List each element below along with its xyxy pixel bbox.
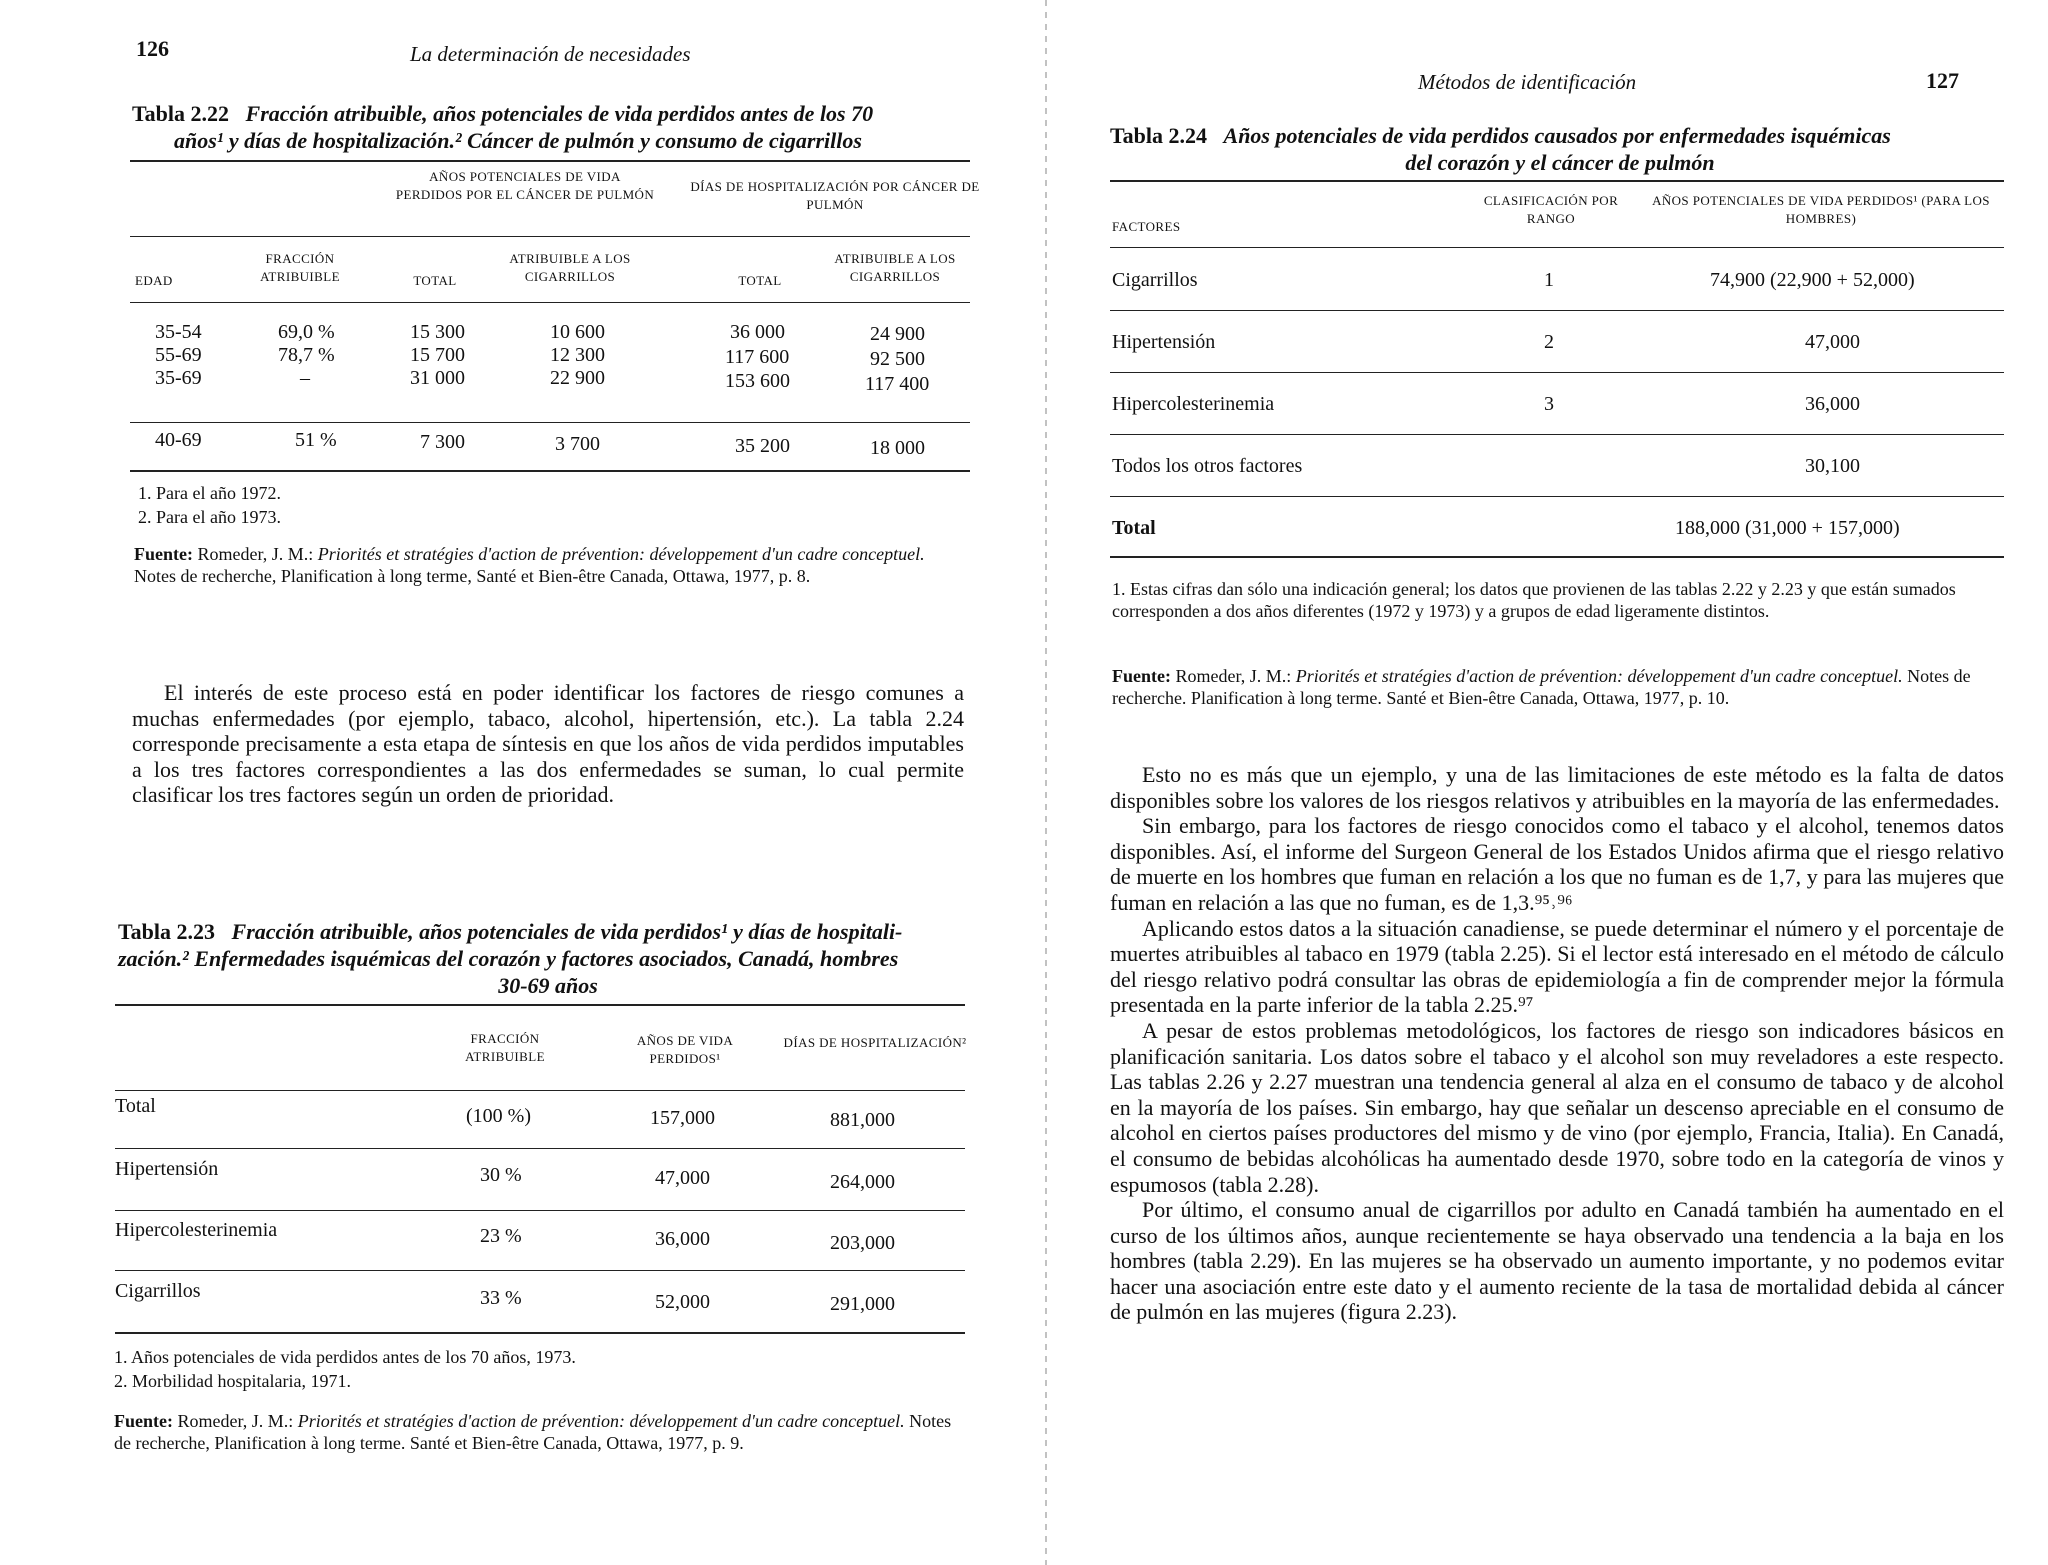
footnote: 2. Para el año 1973.: [138, 507, 281, 527]
table-224-caption: Tabla 2.24 Años potenciales de vida perdidos causados por enfermedades isquémicas del corazón y el cáncer de pulmón: [1110, 123, 1891, 175]
body-paragraph: El interés de este proceso está en poder identificar los factores de riesgo comunes a muchas enfermedades (por ejemplo, tabaco, alcohol, hipertensión, etc.). La tabla 2.24 corresponde precisamente a esta etapa de síntesis en que los años de vida perdidos imputables a los tres factores correspondientes a las dos enfermedades se suman, lo cual permite clasificar los tres factores según un orden de prioridad.: [132, 680, 964, 808]
page-number: 126: [136, 36, 169, 61]
page-number: 127: [1926, 68, 1959, 93]
table-rule: [115, 1332, 965, 1334]
table-source: Fuente: Romeder, J. M.: Priorités et stratégies d'action de prévention: développement d'un cadre conceptuel. Notes de recherche, Planification à long terme. Santé et Bien-être Canada, Ottawa, 1977, p. 9.: [114, 1411, 952, 1453]
column-group-header: AÑOS POTENCIALES DE VIDA PERDIDOS POR EL CÁNCER DE PULMÓN: [395, 169, 655, 202]
right-page: Métodos de identificación 127 Tabla 2.24 Años potenciales de vida perdidos causados por enfermedades isquémicas del corazón y el cáncer de pulmón FACTORES CLASIFICACIÓN POR RANGO AÑOS POTENCIALES DE VIDA PERDIDOS¹ (PARA LOS HOMBRES) Cigarrillos 1 74,900 (22,900 + 52,000) Hipertensión 2 47,000 Hipercolesterinemia 3 36,000 Todos los otros factores 30,100 Total 188,000 (31,000 + 157,000) 1. Estas cifras dan sólo una indicación general; los datos que provienen de las tablas 2.22 y 2.23 y que están sumados corresponden a dos años diferentes (1972 y 1973) y a grupos de edad ligeramente distintos. Fuente: Romeder, J. M.: Priorités et stratégies d'action de prévention: développement d'un cadre conceptuel. Notes de recherche. Planification à long terme. Santé et Bien-être Canada, Ottawa, 1977, p. 10. Esto no es más que un ejemplo, y una de las limitaciones de este método es la falta de datos disponibles sobre los valores de los riesgos relativos y atribuibles en la mayoría de las enfermedades. Sin embargo, para los factores de riesgo conocidos como el tabaco y el alcohol, tenemos datos disponibles. Así, el informe del Surgeon General de los Estados Unidos afirma que el riesgo relativo de muerte en los hombres que fuman en relación a los que no fuman es de 1,7, y para las mujeres que fuman en relación a las que no fuman, es de 1,3.⁹⁵˒⁹⁶ Aplicando estos datos a la situación canadiense, se puede determinar el número y el porcentaje de muertes atribuibles al tabaco en 1979 (tabla 2.25). Si el lector está interesado en el método de cálculo del riesgo relativo podrá consultar las obras de epidemiología a fin de comprender mejor la fórmula presentada en la parte inferior de la tabla 2.25.⁹⁷ A pesar de estos problemas metodológicos, los factores de riesgo son indicadores básicos en planificación sanitaria. Los datos sobre el tabaco y el alcohol son muy reveladores a este respecto. Las tablas 2.26 y 2.27 muestran una tendencia general al alza en el consumo de tabaco y de alcohol en la mayoría de los países. Sin embargo, hay que señalar un descenso apreciable en el consumo de alcohol en ciertos países productores del mismo y de vino (por ejemplo, Francia, Italia). En Canadá, el consumo de bebidas alcohólicas ha aumentado desde 1970, sobre todo en la categoría de vinos y espumosos (tabla 2.28). Por último, el consumo anual de cigarrillos por adulto en Canadá también ha aumentado en el curso de los últimos años, aunque recientemente se haya observado una tendencia a la baja en los hombres (tabla 2.29). En las mujeres se ha observado un aumento importante, y no podemos evitar hacer una asociación entre este dato y el aumento reciente de la tasa de mortalidad debida al cáncer de pulmón en las mujeres (figura 2.23).: [1048, 0, 2048, 1565]
body-paragraph: Por último, el consumo anual de cigarrillos por adulto en Canadá también ha aumentado en el curso de los últimos años, aunque recientemente se haya observado una tendencia a la baja en los hombres (tabla 2.29). En las mujeres se ha observado un aumento importante, y no podemos evitar hacer una asociación entre este dato y el aumento reciente de la tasa de mortalidad debida al cáncer de pulmón en las mujeres (figura 2.23).: [1110, 1197, 2004, 1325]
column-header: CLASIFICACIÓN POR RANGO: [1483, 193, 1619, 226]
table-223-caption: Tabla 2.23 Fracción atribuible, años potenciales de vida perdidos¹ y días de hospitali- zación.² Enfermedades isquémicas del corazón y factores asociados, Canadá, hombres 30-69 años: [118, 919, 903, 998]
table-rule: [130, 302, 970, 303]
table-rule: [1110, 180, 2004, 182]
column-header: FRACCIÓN ATRIBUIBLE: [260, 251, 340, 284]
table-source: Fuente: Romeder, J. M.: Priorités et stratégies d'action de prévention: développement d'un cadre conceptuel. Notes de recherche, Planification à long terme, Santé et Bien-être Canada, Ottawa, 1977, p. 8.: [134, 544, 925, 586]
body-paragraph: Aplicando estos datos a la situación canadiense, se puede determinar el número y el porcentaje de muertes atribuibles al tabaco en 1979 (tabla 2.25). Si el lector está interesado en el método de cálculo del riesgo relativo podrá consultar las obras de epidemiología a fin de comprender mejor la fórmula presentada en la parte inferior de la tabla 2.25.⁹⁷: [1110, 915, 2004, 1018]
table-source: Fuente: Romeder, J. M.: Priorités et stratégies d'action de prévention: développement d'un cadre conceptuel. Notes de recherche. Planification à long terme. Santé et Bien-être Canada, Ottawa, 1977, p. 10.: [1112, 666, 1971, 708]
table-label: Tabla 2.24: [1110, 123, 1208, 148]
column-header: ATRIBUIBLE A LOS CIGARRILLOS: [509, 251, 631, 284]
table-rule: [1110, 496, 2004, 497]
column-header: EDAD: [135, 273, 173, 288]
table-rule: [115, 1270, 965, 1271]
table-rule: [130, 422, 970, 423]
footnote: 1. Para el año 1972.: [138, 483, 281, 503]
table-label: Tabla 2.23: [118, 919, 216, 944]
running-head: La determinación de necesidades: [410, 42, 691, 66]
body-paragraph: Esto no es más que un ejemplo, y una de las limitaciones de este método es la falta de datos disponibles sobre los valores de los riesgos relativos y atribuibles en la mayoría de las enfermedades.: [1110, 762, 2004, 813]
table-rule: [1110, 556, 2004, 558]
body-text: [1110, 762, 2004, 1325]
body-paragraph: Sin embargo, para los factores de riesgo conocidos como el tabaco y el alcohol, tenemos datos disponibles. Así, el informe del Surgeon General de los Estados Unidos afirma que el riesgo relativo de muerte en los hombres que fuman en relación a los que no fuman es de 1,7, y para las mujeres que fuman en relación a las que no fuman, es de 1,3.⁹⁵˒⁹⁶: [1110, 813, 2004, 915]
table-rule: [1110, 434, 2004, 435]
column-header: FACTORES: [1112, 219, 1181, 234]
column-header: AÑOS POTENCIALES DE VIDA PERDIDOS¹ (PARA LOS HOMBRES): [1652, 193, 1990, 226]
column-header: AÑOS DE VIDA PERDIDOS¹: [636, 1033, 734, 1066]
table-rule: [1110, 310, 2004, 311]
column-header: TOTAL: [738, 273, 782, 288]
table-rule: [115, 1210, 965, 1211]
table-label: Tabla 2.22: [132, 101, 230, 126]
column-header: TOTAL: [413, 273, 457, 288]
column-group-header: DÍAS DE HOSPITALIZACIÓN POR CÁNCER DE PULMÓN: [690, 179, 980, 212]
page-gutter: [1045, 0, 1047, 1565]
table-rule: [130, 236, 970, 237]
column-header: FRACCIÓN ATRIBUIBLE: [465, 1031, 545, 1064]
table-rule: [1110, 372, 2004, 373]
table-rule: [115, 1148, 965, 1149]
footnote: 1. Estas cifras dan sólo una indicación general; los datos que provienen de las tablas 2.22 y 2.23 y que están sumados corresponden a dos años diferentes (1972 y 1973) y a grupos de edad ligeramente distintos.: [1112, 579, 1956, 621]
table-222-caption: Tabla 2.22 Fracción atribuible, años potenciales de vida perdidos antes de los 70 años¹ y días de hospitalización.² Cáncer de pulmón y consumo de cigarrillos: [132, 101, 874, 153]
table-rule: [115, 1004, 965, 1006]
table-rule: [1110, 247, 2004, 248]
table-rule: [130, 160, 970, 162]
running-head: Métodos de identificación: [1418, 70, 1637, 94]
column-header: ATRIBUIBLE A LOS CIGARRILLOS: [834, 251, 956, 284]
table-rule: [130, 470, 970, 472]
footnote: 2. Morbilidad hospitalaria, 1971.: [114, 1371, 351, 1391]
left-page: 126 La determinación de necesidades Tabla 2.22 Fracción atribuible, años potenciales de vida perdidos antes de los 70 años¹ y días de hospitalización.² Cáncer de pulmón y consumo de cigarrillos AÑOS POTENCIALES DE VIDA PERDIDOS POR EL CÁNCER DE PULMÓN DÍAS DE HOSPITALIZACIÓN POR CÁNCER DE PULMÓN EDAD FRACCIÓN ATRIBUIBLE TOTAL ATRIBUIBLE A LOS CIGARRILLOS TOTAL ATRIBUIBLE A LOS CIGARRILLOS 35-54 69,0 % 15 300 10 600 36 000 24 900 55-69 78,7 % 15 700 12 300 117 600 92 500 35-69 – 31 000 22 900 153 600 117 400 40-69 51 % 7 300 3 700 35 200 18 000 1. Para el año 1972. 2. Para el año 1973. Fuente: Romeder, J. M.: Priorités et stratégies d'action de prévention: développement d'un cadre conceptuel. Notes de recherche, Planification à long terme, Santé et Bien-être Canada, Ottawa, 1977, p. 8. El interés de este proceso está en poder identificar los factores de riesgo comunes a muchas enfermedades (por ejemplo, tabaco, alcohol, hipertensión, etc.). La tabla 2.24 corresponde precisamente a esta etapa de síntesis en que los años de vida perdidos imputables a los tres factores correspondientes a las dos enfermedades se suman, lo cual permite clasificar los tres factores según un orden de prioridad. Tabla 2.23 Fracción atribuible, años potenciales de vida perdidos¹ y días de hospitali- zación.² Enfermedades isquémicas del corazón y factores asociados, Canadá, hombres 30-69 años FRACCIÓN ATRIBUIBLE AÑOS DE VIDA PERDIDOS¹ DÍAS DE HOSPITALIZACIÓN² Total (100 %) 157,000 881,000 Hipertensión 30 % 47,000 264,000 Hipercolesterinemia 23 % 36,000 203,000 Cigarrillos 33 % 52,000 291,000 1. Años potenciales de vida perdidos antes de los 70 años, 1973. 2. Morbilidad hospitalaria, 1971. Fuente: Romeder, J. M.: Priorités et stratégies d'action de prévention: développement d'un cadre conceptuel. Notes de recherche, Planification à long terme. Santé et Bien-être Canada, Ottawa, 1977, p. 9.: [0, 0, 1040, 1565]
footnote: 1. Años potenciales de vida perdidos antes de los 70 años, 1973.: [114, 1347, 576, 1367]
table-rule: [115, 1090, 965, 1091]
column-header: DÍAS DE HOSPITALIZACIÓN²: [783, 1035, 967, 1050]
body-paragraph: A pesar de estos problemas metodológicos, los factores de riesgo son indicadores básicos en planificación sanitaria. Los datos sobre el tabaco y el alcohol son muy reveladores a este respecto. Las tablas 2.26 y 2.27 muestran una tendencia general al alza en el consumo de tabaco y de alcohol en la mayoría de los países. Sin embargo, hay que señalar un descenso apreciable en el consumo de alcohol en ciertos países productores del mismo y de vino (por ejemplo, Francia, Italia). En Canadá, el consumo de bebidas alcohólicas ha aumentado desde 1970, sobre todo en la categoría de vinos y espumosos (tabla 2.28).: [1110, 1017, 2004, 1197]
